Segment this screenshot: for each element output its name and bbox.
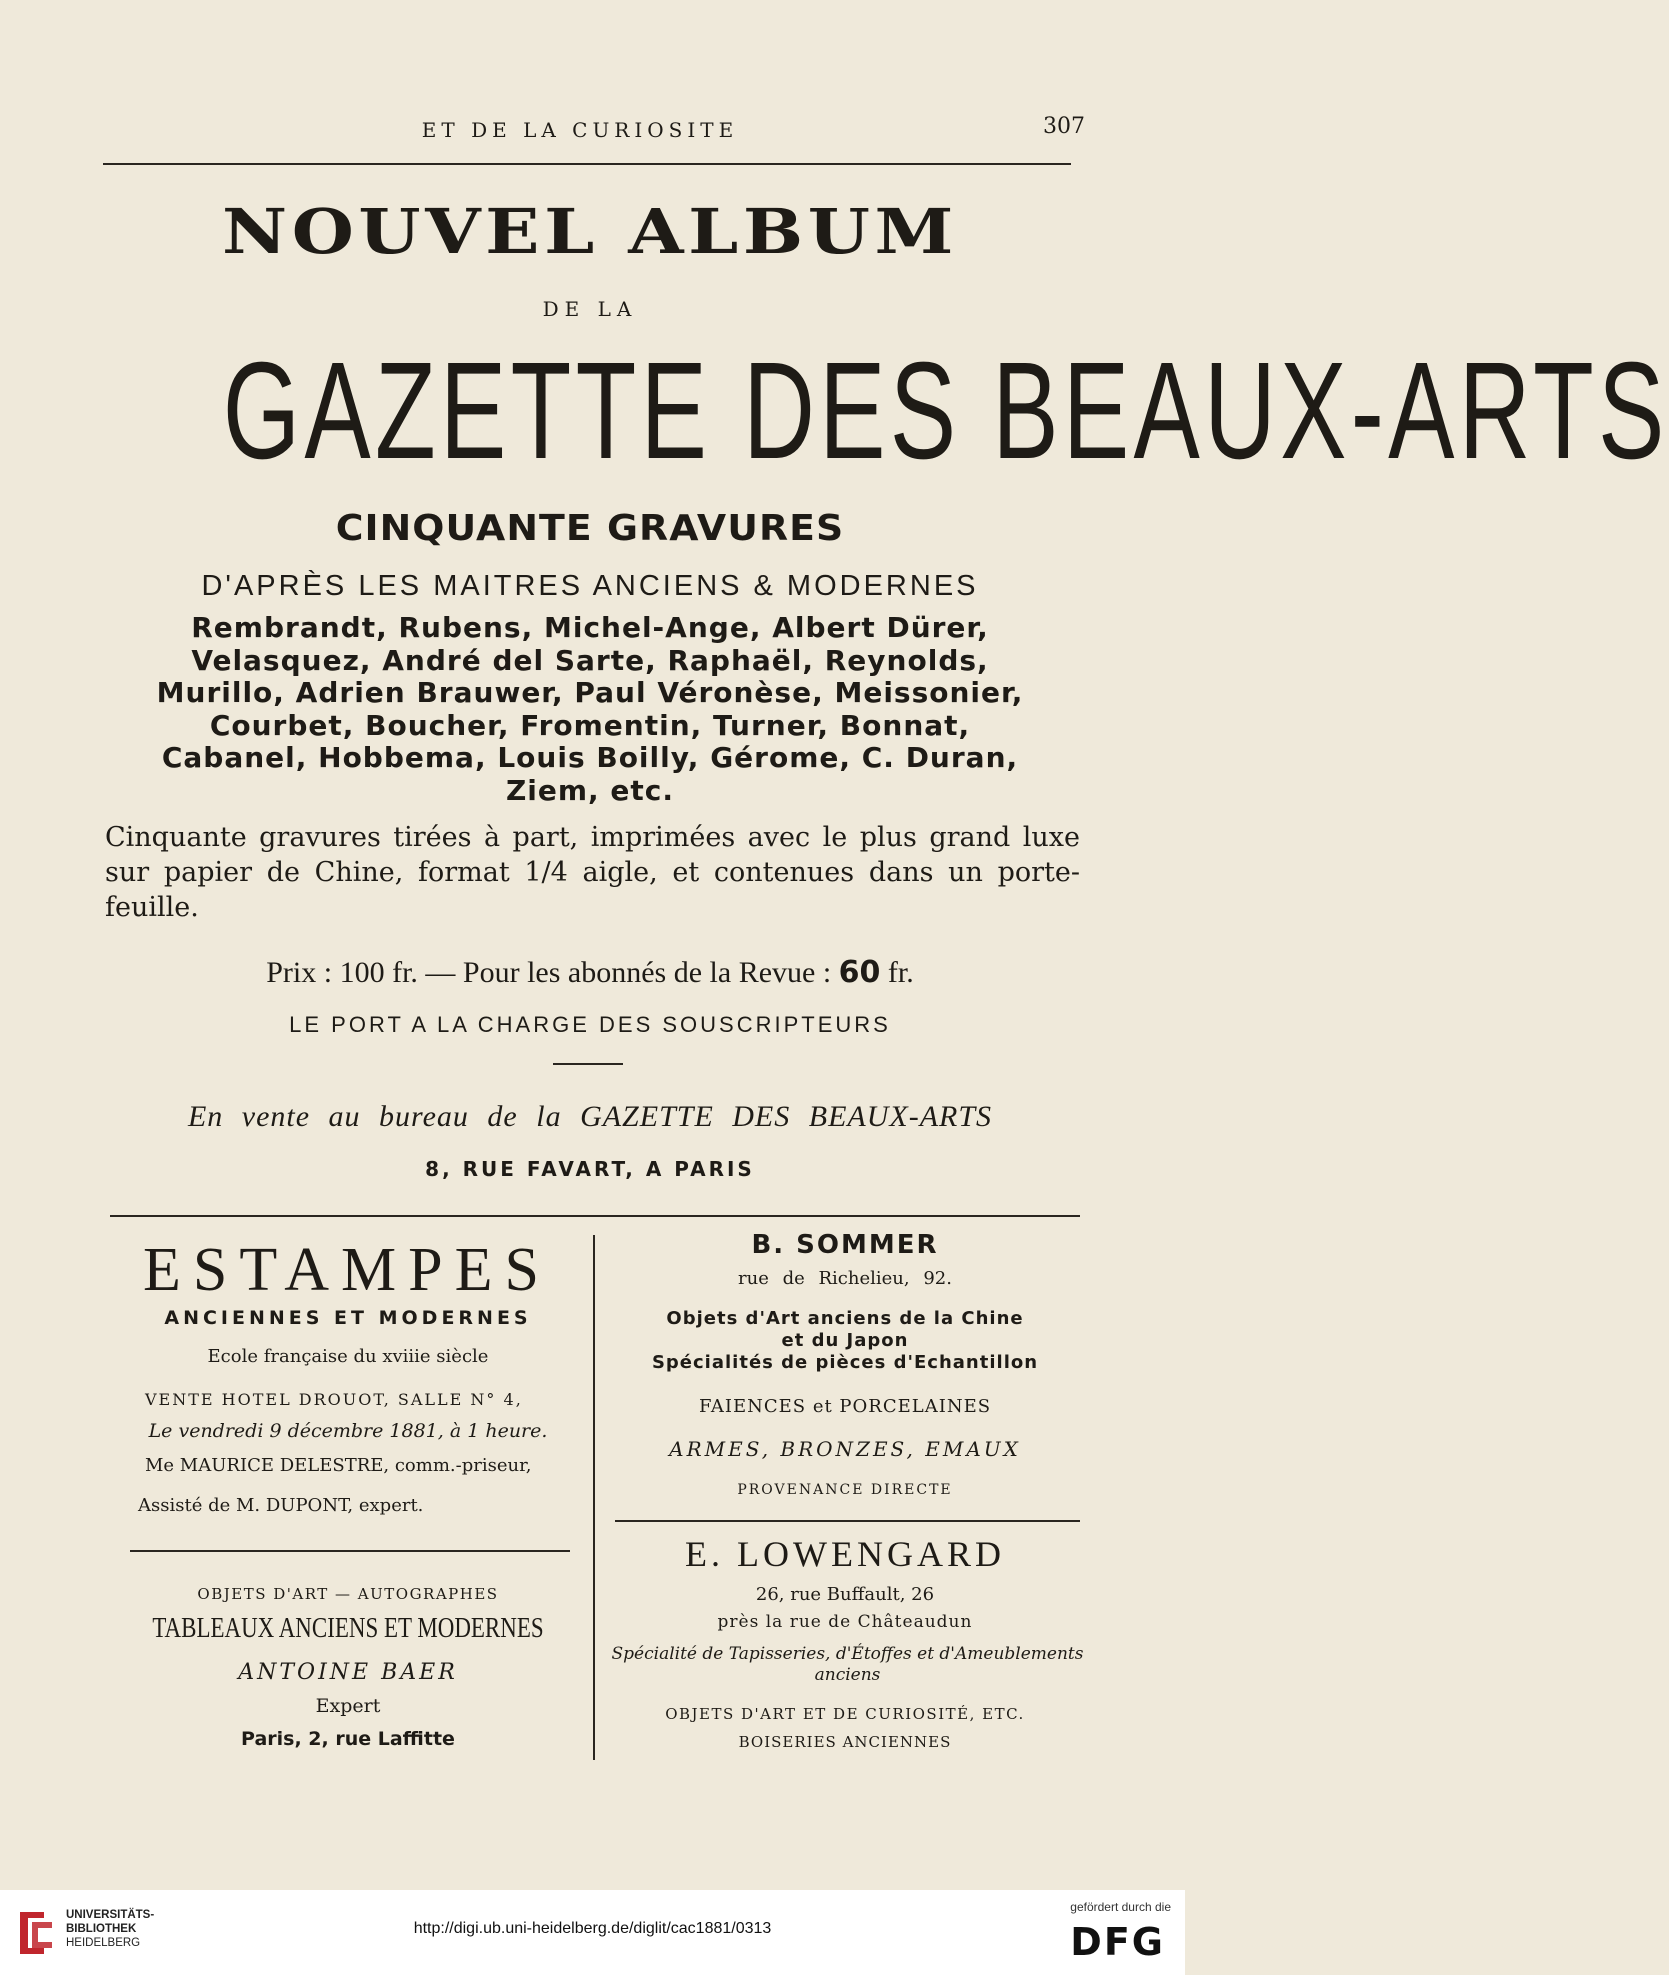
lowengard-near: près la rue de Châteaudun bbox=[717, 1612, 973, 1632]
subscriber-price: 60 bbox=[838, 955, 881, 990]
provenance-line: PROVENANCE DIRECTE bbox=[737, 1482, 953, 1498]
university-library-logo-icon bbox=[14, 1904, 58, 1962]
page-number: 307 bbox=[1043, 114, 1085, 139]
expert-line: Assisté de M. DUPONT, expert. bbox=[138, 1495, 424, 1516]
vente-line: VENTE HOTEL DROUOT, SALLE N° 4, bbox=[145, 1390, 523, 1409]
anciennes-line: ANCIENNES ET MODERNES bbox=[164, 1307, 532, 1329]
sommer-heading: B. SOMMER bbox=[751, 1230, 939, 1260]
faiences-line: FAIENCES et PORCELAINES bbox=[698, 1396, 992, 1417]
dealer-address: Paris, 2, rue Laffitte bbox=[241, 1728, 455, 1750]
artist-line: Velasquez, André del Sarte, Raphaël, Reynolds, bbox=[191, 643, 989, 677]
funded-by-label: gefördert durch die bbox=[1070, 1900, 1171, 1914]
armes-line: ARMES, BRONZES, EMAUX bbox=[669, 1437, 1021, 1461]
lowengard-address: 26, rue Buffault, 26 bbox=[755, 1584, 935, 1605]
section-rule bbox=[110, 1215, 1080, 1217]
artist-line: Ziem, etc. bbox=[505, 773, 675, 807]
left-divider bbox=[130, 1550, 570, 1552]
artist-list bbox=[95, 612, 1085, 807]
library-line-2: BIBLIOTHEK bbox=[66, 1923, 137, 1935]
viewer-footer bbox=[0, 1890, 1185, 1975]
running-head bbox=[105, 114, 1085, 148]
price-label: Prix : 100 fr. — Pour les abonnés de la Revue : bbox=[266, 956, 832, 989]
sale-date: Le vendredi 9 décembre 1881, à 1 heure. bbox=[148, 1420, 548, 1442]
dapres-line: D'APRÈS LES MAITRES ANCIENS & MODERNES bbox=[201, 570, 979, 602]
album-subtitle: CINQUANTE GRAVURES bbox=[335, 508, 845, 549]
album-description: Cinquante gravures tirées à part, imprimées avec le plus grand luxe sur papier de Chine, format 1/4 aigle, et contenues dans un porte-feuille. bbox=[105, 822, 1080, 923]
sommer-address: rue de Richelieu, 92. bbox=[738, 1268, 952, 1289]
de-la: DE LA bbox=[542, 297, 638, 321]
artist-line: Courbet, Boucher, Fromentin, Turner, Bonnat, bbox=[209, 708, 971, 742]
auctioneer-line: Me MAURICE DELESTRE, comm.-priseur, bbox=[145, 1455, 532, 1476]
sale-notice: En vente au bureau de la GAZETTE DES BEAUX-ARTS bbox=[187, 1100, 993, 1133]
specialty-line: et du Japon bbox=[781, 1330, 909, 1351]
right-divider bbox=[615, 1520, 1080, 1522]
sommer-specialties bbox=[600, 1308, 1090, 1374]
column-divider bbox=[593, 1235, 595, 1760]
boiseries-line: BOISERIES ANCIENNES bbox=[738, 1733, 952, 1751]
dealer-name: ANTOINE BAER bbox=[238, 1660, 458, 1685]
artist-line: Murillo, Adrien Brauwer, Paul Véronèse, Meissonier, bbox=[156, 676, 1024, 709]
ecole-line: Ecole française du xviiie siècle bbox=[207, 1346, 489, 1367]
short-divider bbox=[553, 1063, 623, 1065]
running-title: ET DE LA CURIOSITE bbox=[421, 118, 739, 142]
specialty-line: Objets d'Art anciens de la Chine bbox=[666, 1308, 1024, 1329]
tableaux-heading: TABLEAUX ANCIENS ET MODERNES bbox=[152, 1613, 544, 1644]
lowengard-heading: E. LOWENGARD bbox=[685, 1534, 1005, 1574]
dealer-title: Expert bbox=[315, 1695, 381, 1717]
dfg-logo: DFG bbox=[1070, 1920, 1165, 1964]
objets-line: OBJETS D'ART — AUTOGRAPHES bbox=[197, 1585, 499, 1603]
library-line-1: UNIVERSITÄTS- bbox=[66, 1909, 155, 1921]
shipping-note: LE PORT A LA CHARGE DES SOUSCRIPTEURS bbox=[289, 1012, 891, 1037]
header-rule bbox=[103, 163, 1071, 165]
library-name bbox=[66, 1908, 154, 1950]
lowengard-specialty: Spécialité de Tapisseries, d'Étoffes et d'Ameublements anciens bbox=[611, 1644, 1084, 1685]
artist-line: Rembrandt, Rubens, Michel-Ange, Albert Dürer, bbox=[191, 611, 989, 644]
price-unit: fr. bbox=[887, 956, 914, 989]
library-line-3: HEIDELBERG bbox=[66, 1937, 141, 1949]
sale-address: 8, RUE FAVART, A PARIS bbox=[425, 1157, 755, 1181]
price-line bbox=[90, 955, 1090, 990]
curiosity-line: OBJETS D'ART ET DE CURIOSITÉ, ETC. bbox=[665, 1705, 1025, 1723]
gazette-title: GAZETTE DES BEAUX-ARTS bbox=[222, 334, 1669, 488]
artist-line: Cabanel, Hobbema, Louis Boilly, Gérome, C. Duran, bbox=[161, 741, 1019, 774]
album-title: NOUVEL ALBUM bbox=[221, 195, 959, 268]
estampes-heading: ESTAMPES bbox=[143, 1236, 551, 1304]
specialty-line: Spécialités de pièces d'Echantillon bbox=[651, 1352, 1039, 1373]
permalink-url[interactable]: http://digi.ub.uni-heidelberg.de/diglit/cac1881/0313 bbox=[413, 1920, 772, 1937]
